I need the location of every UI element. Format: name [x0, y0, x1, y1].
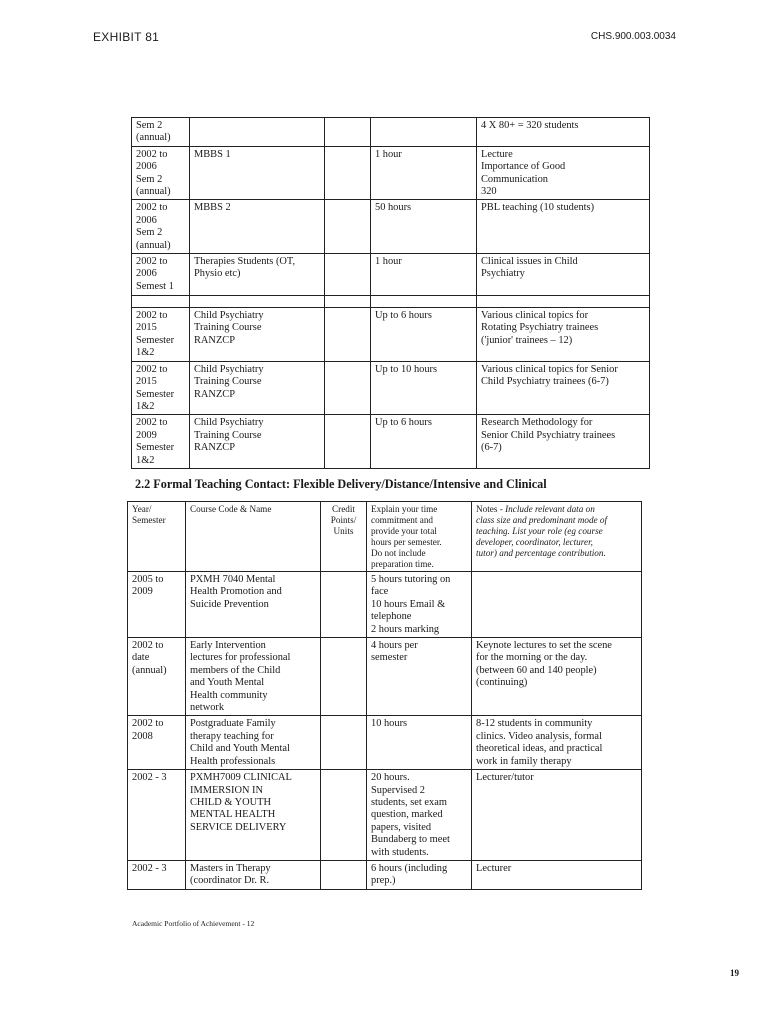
- credit-cell: [325, 308, 371, 362]
- year-cell: 2002 to 2008: [128, 716, 186, 770]
- course-cell: PXMH 7040 Mental Health Promotion and Suicide Prevention: [186, 572, 321, 638]
- notes-cell: Lecturer/tutor: [472, 770, 642, 861]
- notes-cell: 4 X 80+ = 320 students: [477, 118, 650, 147]
- year-cell: 2002 to 2009 Semester 1&2: [132, 415, 190, 469]
- credit-cell: [325, 254, 371, 296]
- time-cell: Up to 10 hours: [371, 361, 477, 415]
- notes-cell: Keynote lectures to set the scene for the morning or the day. (between 60 and 140 people) (continuing): [472, 638, 642, 716]
- year-cell: 2002 to 2006 Sem 2 (annual): [132, 200, 190, 254]
- credit-cell: [321, 716, 367, 770]
- course-cell: MBBS 2: [190, 200, 325, 254]
- table-header-row: [128, 502, 642, 572]
- notes-cell: Lecture Importance of Good Communication 320: [477, 146, 650, 200]
- notes-cell: PBL teaching (10 students): [477, 200, 650, 254]
- year-cell: 2002 to 2006 Sem 2 (annual): [132, 146, 190, 200]
- page-number: 19: [730, 968, 739, 978]
- table-row: [132, 200, 650, 254]
- header-time: Explain your time commitment and provide your total hours per semester. Do not include preparation time.: [367, 502, 472, 572]
- time-cell: 50 hours: [371, 200, 477, 254]
- notes-cell: Lecturer: [472, 860, 642, 889]
- time-cell: Up to 6 hours: [371, 415, 477, 469]
- notes-cell: Research Methodology for Senior Child Psychiatry trainees (6-7): [477, 415, 650, 469]
- section-heading: 2.2 Formal Teaching Contact: Flexible Delivery/Distance/Intensive and Clinical: [135, 477, 547, 491]
- credit-cell: [321, 860, 367, 889]
- table-row: [128, 638, 642, 716]
- table-row: [128, 572, 642, 638]
- table-row: [132, 415, 650, 469]
- header-credit: Credit Points/ Units: [321, 502, 367, 572]
- table-row: [132, 146, 650, 200]
- notes-cell: Clinical issues in Child Psychiatry: [477, 254, 650, 296]
- table-row: [132, 254, 650, 296]
- time-cell: 4 hours per semester: [367, 638, 472, 716]
- header-year: Year/ Semester: [128, 502, 186, 572]
- time-cell: 1 hour: [371, 146, 477, 200]
- course-cell: Early Intervention lectures for professional members of the Child and Youth Mental Health community network: [186, 638, 321, 716]
- course-cell: PXMH7009 CLINICAL IMMERSION IN CHILD & YOUTH MENTAL HEALTH SERVICE DELIVERY: [186, 770, 321, 861]
- year-cell: 2002 to date (annual): [128, 638, 186, 716]
- year-cell: 2002 to 2015 Semester 1&2: [132, 308, 190, 362]
- notes-cell: Various clinical topics for Senior Child Psychiatry trainees (6-7): [477, 361, 650, 415]
- credit-cell: [325, 361, 371, 415]
- document-id: CHS.900.003.0034: [590, 31, 676, 42]
- course-cell: Therapies Students (OT, Physio etc): [190, 254, 325, 296]
- credit-cell: [325, 146, 371, 200]
- notes-cell: Various clinical topics for Rotating Psychiatry trainees ('junior' trainees – 12): [477, 308, 650, 362]
- notes-cell: [472, 572, 642, 638]
- header-course: Course Code & Name: [186, 502, 321, 572]
- credit-cell: [321, 770, 367, 861]
- credit-cell: [321, 572, 367, 638]
- course-cell: Child Psychiatry Training Course RANZCP: [190, 361, 325, 415]
- footer-text: Academic Portfolio of Achievement - 12: [132, 919, 255, 928]
- time-cell: 20 hours. Supervised 2 students, set exam question, marked papers, visited Bundaberg to meet with students.: [367, 770, 472, 861]
- year-cell: 2005 to 2009: [128, 572, 186, 638]
- course-cell: [190, 118, 325, 147]
- time-cell: 10 hours: [367, 716, 472, 770]
- year-cell: 2002 - 3: [128, 770, 186, 861]
- time-cell: 1 hour: [371, 254, 477, 296]
- course-cell: MBBS 1: [190, 146, 325, 200]
- time-cell: Up to 6 hours: [371, 308, 477, 362]
- exhibit-label: EXHIBIT 81: [93, 30, 160, 44]
- year-cell: 2002 - 3: [128, 860, 186, 889]
- teaching-table-continued: [131, 117, 650, 469]
- time-cell: [371, 118, 477, 147]
- table-row: [128, 716, 642, 770]
- course-cell: Postgraduate Family therapy teaching for Child and Youth Mental Health professionals: [186, 716, 321, 770]
- course-cell: Child Psychiatry Training Course RANZCP: [190, 308, 325, 362]
- credit-cell: [325, 415, 371, 469]
- course-cell: Child Psychiatry Training Course RANZCP: [190, 415, 325, 469]
- flexible-delivery-table: [127, 501, 642, 890]
- table-row: [132, 308, 650, 362]
- credit-cell: [321, 638, 367, 716]
- credit-cell: [325, 200, 371, 254]
- time-cell: 5 hours tutoring on face 10 hours Email & telephone 2 hours marking: [367, 572, 472, 638]
- year-cell: 2002 to 2015 Semester 1&2: [132, 361, 190, 415]
- course-cell: Masters in Therapy (coordinator Dr. R.: [186, 860, 321, 889]
- notes-cell: 8-12 students in community clinics. Video analysis, formal theoretical ideas, and practical work in family therapy: [472, 716, 642, 770]
- year-cell: 2002 to 2006 Semest 1: [132, 254, 190, 296]
- year-cell: Sem 2 (annual): [132, 118, 190, 147]
- table-row: [128, 860, 642, 889]
- time-cell: 6 hours (including prep.): [367, 860, 472, 889]
- table-row: [132, 118, 650, 147]
- table-row: [128, 770, 642, 861]
- table-row: [132, 361, 650, 415]
- header-notes: Notes - Include relevant data on class size and predominant mode of teaching. List your role (eg course developer, coordinator, lecturer, tutor) and percentage contribution.: [472, 502, 642, 572]
- credit-cell: [325, 118, 371, 147]
- table-row: [132, 296, 650, 308]
